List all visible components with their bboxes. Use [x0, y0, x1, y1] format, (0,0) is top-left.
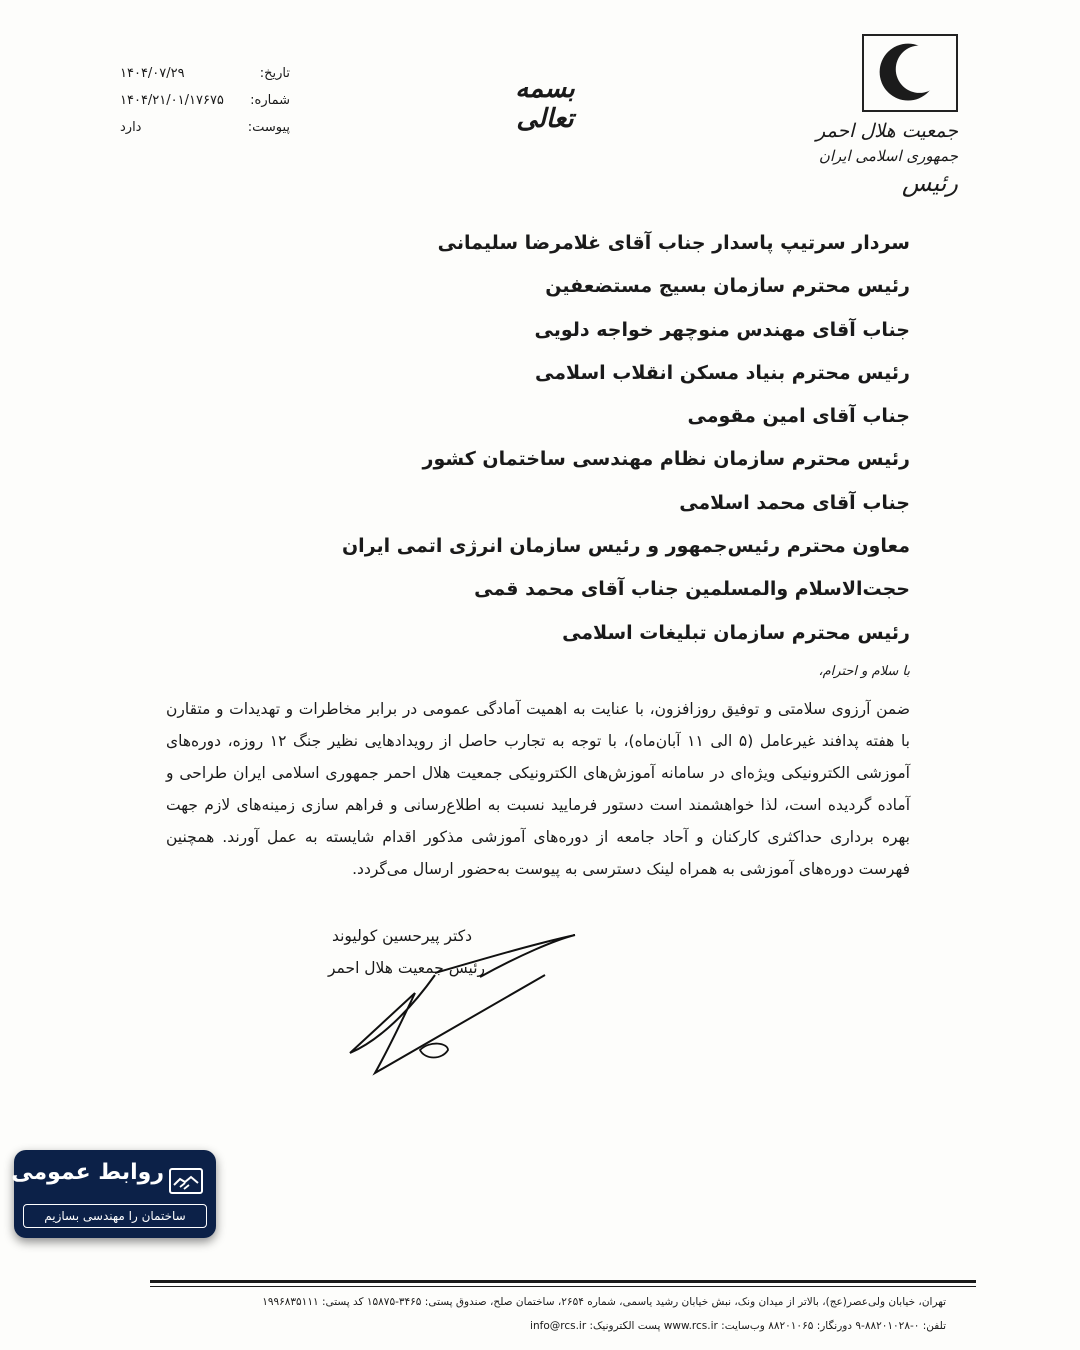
public-relations-badge [11, 1150, 216, 1238]
letter-body: ضمن آرزوی سلامتی و توفیق روزافزون، با عنایت به اهمیت آمادگی عمومی در برابر مخاطرات و تهدیدات و متقارن با هفته پدافند غیرعامل (۵ الی ۱۱ آبان‌ماه)، با توجه به تجارب حاصل از رویدادهایی نظیر جنگ ۱۲ روزه، دوره‌های آموزشی الکترونیکی ویژه‌ای در سامانه آموزش‌های الکترونیکی جمعیت هلال احمر جمهوری اسلامی ایران طراحی و آماده گردیده است، لذا خواهشمند است دستور فرمایید نسبت به اطلاع‌رسانی و فراهم سازی زمینه‌های لازم جهت بهره برداری حداکثری کارکنان و آحاد جامعه از دوره‌های آموزشی مذکور اقدام شایسته به عمل آورند. همچنین فهرست دوره‌های آموزشی به همراه لینک دسترسی به پیوست به‌حضور ارسال می‌گردد. [166, 700, 910, 878]
date-row [120, 60, 290, 87]
invocation-heading: بسمه تعالی [515, 74, 575, 134]
recipients-list [150, 222, 910, 655]
handshake-icon [168, 1166, 204, 1196]
red-crescent-logo [862, 34, 958, 112]
fax-number: ۸۸۲۰۱۰۶۵ [768, 1320, 814, 1332]
number-row [120, 87, 290, 114]
handwritten-signature [327, 915, 600, 1085]
letter-metadata [120, 60, 290, 141]
email-link[interactable]: info@rcs.ir [530, 1320, 587, 1332]
footer-contact [126, 1314, 946, 1338]
fax-label: دورنگار: [816, 1320, 853, 1332]
footer-divider [150, 1278, 976, 1290]
number-label: شماره: [250, 93, 290, 108]
date-value: ۱۴۰۴/۰۷/۲۹ [120, 66, 185, 81]
phone-label: تلفن: [922, 1320, 946, 1332]
organization-name: جمعیت هلال احمر [815, 120, 958, 142]
attachment-row [120, 114, 290, 141]
recipient-line: جناب آقای مهندس منوچهر خواجه دلویی [534, 318, 910, 341]
badge-subtitle: ساختمان را مهندسی بسازیم [23, 1204, 207, 1228]
recipient-line: رئیس محترم بنیاد مسکن انقلاب اسلامی [535, 361, 910, 384]
crescent-icon [864, 36, 956, 110]
email-label: پست الکترونیک: [589, 1320, 661, 1332]
recipient-line: جناب آقای امین مقومی [687, 405, 910, 428]
greeting: با سلام و احترام، [818, 664, 910, 679]
organization-block [808, 118, 958, 198]
recipient-line: جناب آقای محمد اسلامی [679, 491, 910, 514]
recipient-line: سردار سرتیپ پاسدار جناب آقای غلامرضا سلیمانی [437, 232, 910, 254]
website-label: وب‌سایت: [721, 1320, 765, 1332]
recipient-line: حجت‌الاسلام والمسلمین جناب آقای محمد قمی [474, 578, 910, 601]
organization-country: جمهوری اسلامی ایران [818, 147, 958, 165]
signatory-title: رئیس جمعیت هلال احمر [327, 959, 485, 977]
date-label: تاریخ: [259, 66, 290, 81]
number-value: ۱۴۰۴/۲۱/۰۱/۱۷۶۷۵ [120, 93, 224, 108]
footer-address: تهران، خیابان ولی‌عصر(عج)، بالاتر از میدان ونک، نبش خیابان رشید یاسمی، شماره ۲۶۵۴، ساختمان صلح، صندوق پستی: ۳۴۶۵-۱۵۸۷۵ کد پستی: ۱۹۹۶۸۳۵۱۱۱ [262, 1296, 946, 1308]
signatory-name: دکتر پیرحسین کولیوند [331, 927, 472, 945]
attachment-label: پیوست: [247, 120, 290, 135]
attachment-value: دارد [120, 120, 142, 135]
phone-number: ۰-۸۸۲۰۱۰۲۸-۹ [855, 1320, 920, 1332]
website-link[interactable]: www.rcs.ir [663, 1320, 718, 1332]
badge-title: روابط عمومی [11, 1160, 164, 1185]
recipient-line: معاون محترم رئیس‌جمهور و رئیس سازمان انرژی اتمی ایران [341, 535, 910, 558]
recipient-line: رئیس محترم سازمان نظام مهندسی ساختمان کشور [422, 448, 910, 471]
recipient-line: رئیس محترم سازمان بسیج مستضعفین [545, 275, 910, 298]
office-title: رئیس [901, 169, 958, 197]
recipient-line: رئیس محترم سازمان تبلیغات اسلامی [562, 621, 910, 644]
